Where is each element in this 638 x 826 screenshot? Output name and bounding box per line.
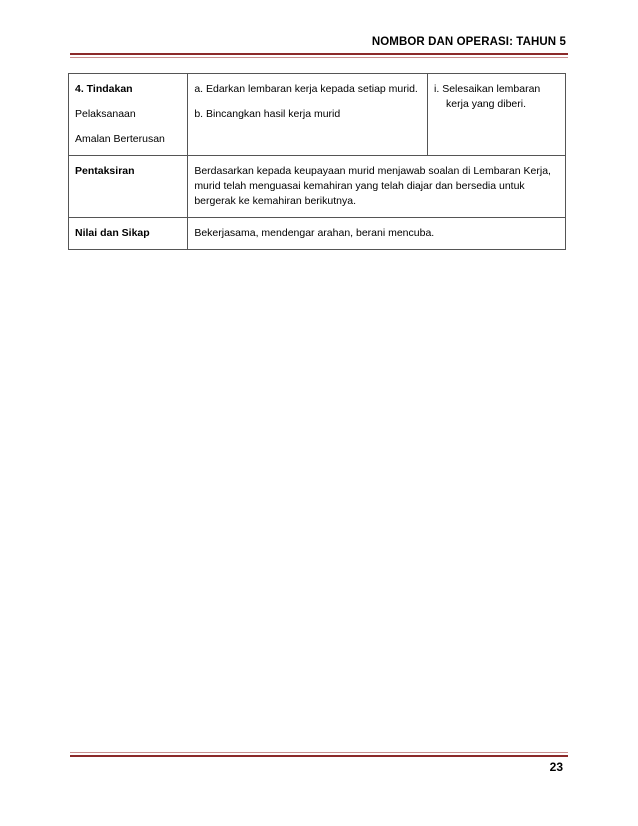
label-nilai-sikap: Nilai dan Sikap [69, 218, 188, 250]
label-pelaksanaan: Pelaksanaan [75, 108, 136, 120]
cell-label-tindakan [69, 74, 188, 156]
header-title: NOMBOR DAN OPERASI: TAHUN 5 [371, 36, 566, 48]
header-rule [70, 53, 568, 55]
activity-item-b: b. Bincangkan hasil kerja murid [194, 108, 341, 120]
table-row-tindakan [69, 74, 566, 156]
cell-notes [428, 74, 566, 156]
text-pentaksiran: Berdasarkan kepada keupayaan murid menjawab soalan di Lembaran Kerja, murid telah menguasai kemahiran yang telah diajar dan bersedia untuk bergerak ke kemahiran berikutnya. [188, 156, 566, 218]
footer-rule [70, 755, 568, 757]
label-tindakan: 4. Tindakan [75, 83, 133, 95]
footer-rule-thin [70, 752, 568, 753]
table-row-nilai-sikap [69, 218, 566, 250]
header-rule-thin [70, 57, 568, 58]
text-nilai-sikap: Bekerjasama, mendengar arahan, berani mencuba. [188, 218, 566, 250]
lesson-plan-table [68, 73, 566, 250]
table-row-pentaksiran [69, 156, 566, 218]
label-amalan-berterusan: Amalan Berterusan [75, 133, 165, 145]
activity-item-a: a. Edarkan lembaran kerja kepada setiap murid. [194, 83, 418, 95]
label-pentaksiran: Pentaksiran [69, 156, 188, 218]
note-item-i: i. Selesaikan lembaran kerja yang diberi. [434, 83, 541, 110]
cell-activities [188, 74, 428, 156]
page-number: 23 [549, 760, 563, 774]
